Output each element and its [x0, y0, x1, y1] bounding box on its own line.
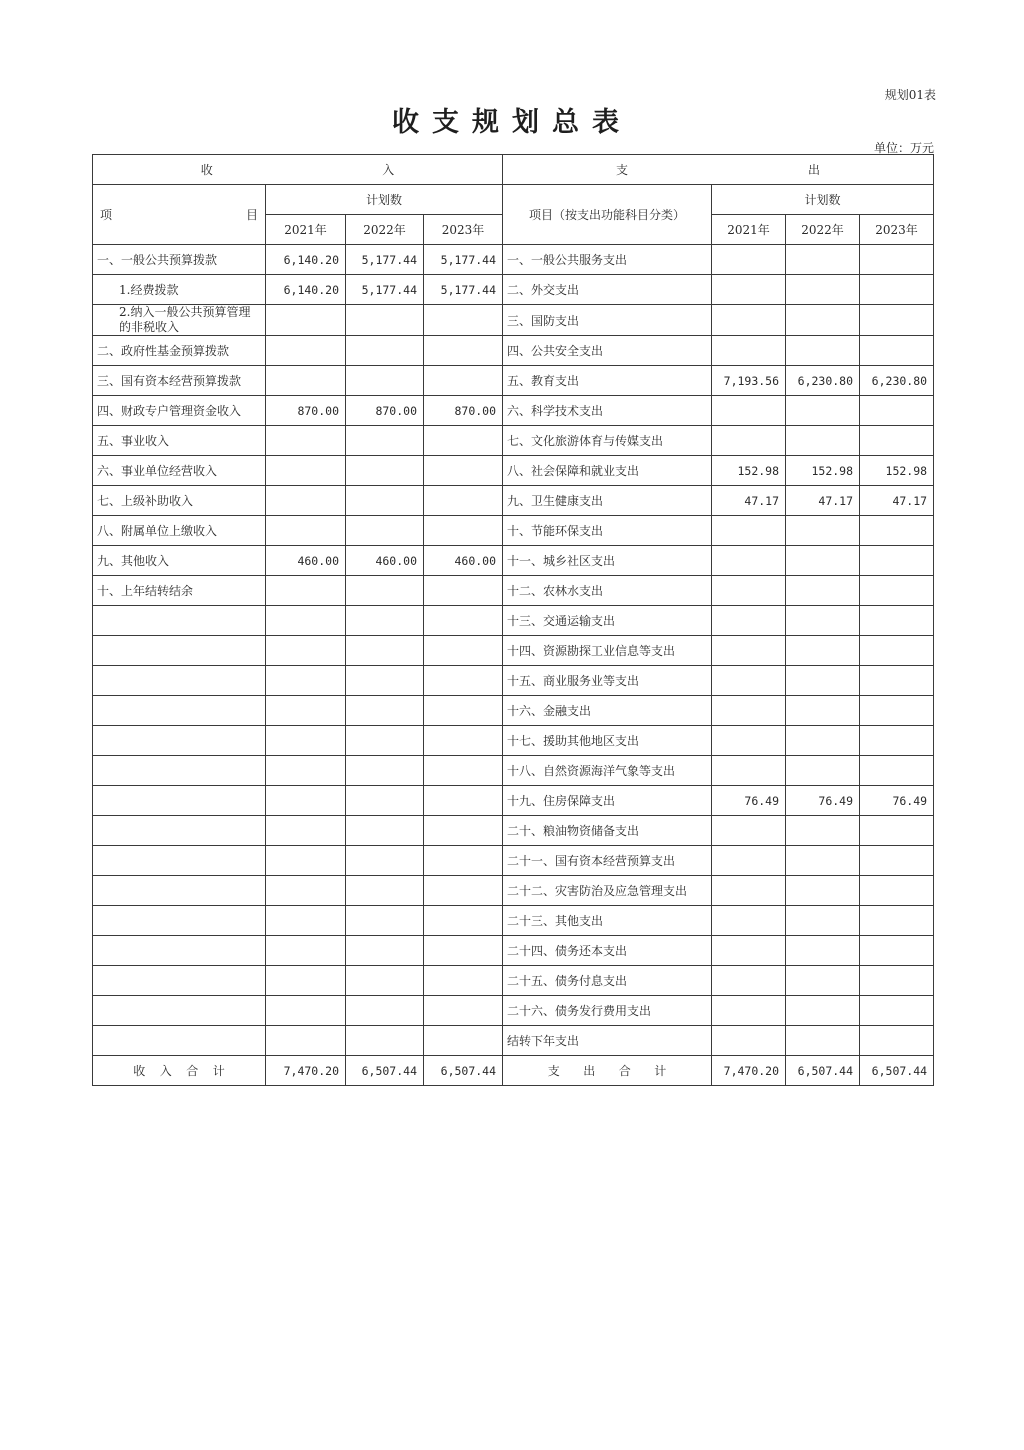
table-row [93, 275, 934, 305]
income-value [266, 576, 346, 606]
expense-year-2022: 2022年 [786, 215, 860, 245]
income-year-2023: 2023年 [424, 215, 503, 245]
expense-value [712, 696, 786, 726]
expense-value [860, 966, 934, 996]
income-value [266, 1026, 346, 1056]
table-row [93, 636, 934, 666]
table-row [93, 336, 934, 366]
expense-value [786, 816, 860, 846]
income-total-value: 6,507.44 [346, 1056, 424, 1086]
expense-value [860, 846, 934, 876]
expense-value [860, 726, 934, 756]
income-value [424, 816, 503, 846]
expense-value [712, 576, 786, 606]
expense-value [712, 726, 786, 756]
expense-item-label: 十、节能环保支出 [503, 516, 712, 546]
expense-value [860, 906, 934, 936]
expense-item-label: 十九、住房保障支出 [503, 786, 712, 816]
expense-value [712, 336, 786, 366]
income-value [346, 906, 424, 936]
expense-item-header: 项目（按支出功能科目分类） [503, 185, 712, 245]
expense-value [860, 245, 934, 275]
income-value [346, 996, 424, 1026]
expense-item-label: 三、国防支出 [503, 305, 712, 336]
expense-item-label: 二十二、灾害防治及应急管理支出 [503, 876, 712, 906]
budget-summary-table [92, 154, 934, 1086]
expense-value [786, 876, 860, 906]
expense-value: 6,230.80 [786, 366, 860, 396]
expense-value [712, 756, 786, 786]
table-row [93, 456, 934, 486]
income-value [266, 336, 346, 366]
expense-value [712, 1026, 786, 1056]
income-item-label: 九、其他收入 [93, 546, 266, 576]
expense-value [860, 756, 934, 786]
expense-value [712, 606, 786, 636]
income-value: 460.00 [266, 546, 346, 576]
expense-value [786, 636, 860, 666]
income-value: 6,140.20 [266, 245, 346, 275]
expense-value: 47.17 [786, 486, 860, 516]
table-row [93, 726, 934, 756]
table-row [93, 996, 934, 1026]
income-value [346, 936, 424, 966]
expense-value [712, 636, 786, 666]
expense-value [860, 396, 934, 426]
expense-year-2021: 2021年 [712, 215, 786, 245]
expense-value [860, 426, 934, 456]
income-total-value: 7,470.20 [266, 1056, 346, 1086]
income-value [424, 366, 503, 396]
income-item-label: 2.纳入一般公共预算管理的非税收入 [93, 305, 266, 336]
expense-value [712, 666, 786, 696]
income-value [346, 876, 424, 906]
income-value [266, 305, 346, 336]
expense-value [786, 906, 860, 936]
income-value [424, 606, 503, 636]
expense-value: 152.98 [712, 456, 786, 486]
page-title: 收支规划总表 [392, 107, 632, 138]
expense-value [712, 305, 786, 336]
income-item-label [93, 606, 266, 636]
expense-value [860, 876, 934, 906]
income-item-label [93, 816, 266, 846]
expense-value [860, 606, 934, 636]
expense-value [860, 996, 934, 1026]
table-row [93, 666, 934, 696]
income-item-label [93, 666, 266, 696]
income-value [266, 756, 346, 786]
income-item-label: 一、一般公共预算拨款 [93, 245, 266, 275]
income-value [424, 336, 503, 366]
income-value [346, 1026, 424, 1056]
expense-value [786, 756, 860, 786]
income-value [346, 726, 424, 756]
expense-item-label: 六、科学技术支出 [503, 396, 712, 426]
income-item-label: 五、事业收入 [93, 426, 266, 456]
income-value [346, 456, 424, 486]
income-value [424, 696, 503, 726]
expense-value [786, 275, 860, 305]
income-value [424, 996, 503, 1026]
expense-item-label: 二十四、债务还本支出 [503, 936, 712, 966]
income-value [346, 336, 424, 366]
totals-row [93, 1056, 934, 1086]
expense-value [712, 936, 786, 966]
income-value [424, 1026, 503, 1056]
income-value: 5,177.44 [424, 245, 503, 275]
income-item-label: 六、事业单位经营收入 [93, 456, 266, 486]
expense-value [860, 516, 934, 546]
expense-value [786, 666, 860, 696]
income-item-label [93, 966, 266, 996]
income-value [424, 305, 503, 336]
expense-value [712, 906, 786, 936]
income-value [266, 696, 346, 726]
expense-item-label: 十八、自然资源海洋气象等支出 [503, 756, 712, 786]
income-item-label: 八、附属单位上缴收入 [93, 516, 266, 546]
income-item-label: 二、政府性基金预算拨款 [93, 336, 266, 366]
income-value [424, 966, 503, 996]
form-number: 规划01表 [884, 88, 936, 102]
income-value [424, 906, 503, 936]
income-value: 460.00 [346, 546, 424, 576]
expense-value [712, 846, 786, 876]
expense-item-label: 十三、交通运输支出 [503, 606, 712, 636]
income-value [346, 846, 424, 876]
income-value [266, 786, 346, 816]
expense-item-label: 结转下年支出 [503, 1026, 712, 1056]
table-row [93, 576, 934, 606]
income-value [346, 305, 424, 336]
expense-item-label: 十六、金融支出 [503, 696, 712, 726]
income-value [346, 786, 424, 816]
income-item-label: 十、上年结转结余 [93, 576, 266, 606]
expense-value: 152.98 [860, 456, 934, 486]
expense-value [860, 576, 934, 606]
expense-value [786, 606, 860, 636]
expense-item-label: 四、公共安全支出 [503, 336, 712, 366]
expense-value: 6,230.80 [860, 366, 934, 396]
income-value [346, 636, 424, 666]
expense-value [860, 305, 934, 336]
expense-value [712, 816, 786, 846]
income-year-2021: 2021年 [266, 215, 346, 245]
income-value [346, 576, 424, 606]
expense-value [786, 996, 860, 1026]
expense-year-2023: 2023年 [860, 215, 934, 245]
income-value [346, 486, 424, 516]
income-value: 6,140.20 [266, 275, 346, 305]
expense-value [712, 516, 786, 546]
expense-value [786, 336, 860, 366]
table-row [93, 1026, 934, 1056]
income-value: 5,177.44 [424, 275, 503, 305]
income-value [346, 816, 424, 846]
expense-value [860, 546, 934, 576]
table-row [93, 906, 934, 936]
income-value [424, 456, 503, 486]
expense-value [786, 726, 860, 756]
income-value [266, 906, 346, 936]
expense-value [712, 546, 786, 576]
expense-value [860, 936, 934, 966]
table-row [93, 696, 934, 726]
income-value [266, 726, 346, 756]
expense-item-label: 二十六、债务发行费用支出 [503, 996, 712, 1026]
expense-item-label: 二、外交支出 [503, 275, 712, 305]
expense-plan-header: 计划数 [712, 185, 934, 215]
income-value [424, 576, 503, 606]
expense-item-label: 七、文化旅游体育与传媒支出 [503, 426, 712, 456]
expense-value [786, 546, 860, 576]
expense-value [786, 576, 860, 606]
income-value [266, 936, 346, 966]
income-header: 收 入 [93, 155, 503, 185]
expense-value [860, 336, 934, 366]
table-row [93, 305, 934, 336]
expense-item-label: 一、一般公共服务支出 [503, 245, 712, 275]
expense-item-label: 二十五、债务付息支出 [503, 966, 712, 996]
expense-value: 47.17 [860, 486, 934, 516]
income-value [346, 606, 424, 636]
income-item-label [93, 1026, 266, 1056]
income-value [424, 636, 503, 666]
income-item-label: 四、财政专户管理资金收入 [93, 396, 266, 426]
income-value [266, 876, 346, 906]
income-value [424, 666, 503, 696]
expense-item-label: 十七、援助其他地区支出 [503, 726, 712, 756]
expense-item-label: 九、卫生健康支出 [503, 486, 712, 516]
income-value [266, 816, 346, 846]
table-row [93, 516, 934, 546]
table-row [93, 546, 934, 576]
expense-value [786, 426, 860, 456]
income-value [424, 516, 503, 546]
income-value: 460.00 [424, 546, 503, 576]
income-value: 870.00 [346, 396, 424, 426]
table-row [93, 606, 934, 636]
table-row [93, 486, 934, 516]
expense-value [786, 966, 860, 996]
income-value [346, 666, 424, 696]
income-value [266, 846, 346, 876]
expense-item-label: 五、教育支出 [503, 366, 712, 396]
income-value [346, 516, 424, 546]
income-value [266, 636, 346, 666]
income-item-label [93, 846, 266, 876]
table-row [93, 876, 934, 906]
income-year-2022: 2022年 [346, 215, 424, 245]
expense-value [860, 666, 934, 696]
income-value [266, 666, 346, 696]
expense-value: 76.49 [786, 786, 860, 816]
expense-value [786, 1026, 860, 1056]
expense-value [712, 396, 786, 426]
expense-value [712, 245, 786, 275]
income-value [346, 966, 424, 996]
expense-value: 76.49 [860, 786, 934, 816]
income-item-label [93, 636, 266, 666]
income-value [424, 486, 503, 516]
income-item-label [93, 876, 266, 906]
expense-item-label: 二十、粮油物资储备支出 [503, 816, 712, 846]
expense-value [712, 426, 786, 456]
expense-item-label: 二十一、国有资本经营预算支出 [503, 846, 712, 876]
expense-value [786, 305, 860, 336]
income-value: 870.00 [266, 396, 346, 426]
expense-item-label: 十五、商业服务业等支出 [503, 666, 712, 696]
income-value: 5,177.44 [346, 275, 424, 305]
income-item-label [93, 696, 266, 726]
table-row [93, 426, 934, 456]
income-item-label: 七、上级补助收入 [93, 486, 266, 516]
expense-value [712, 966, 786, 996]
table-row [93, 786, 934, 816]
expense-header: 支 出 [503, 155, 934, 185]
income-value [424, 726, 503, 756]
income-value [266, 366, 346, 396]
expense-value [786, 846, 860, 876]
income-item-label: 三、国有资本经营预算拨款 [93, 366, 266, 396]
income-value [266, 606, 346, 636]
expense-item-label: 十一、城乡社区支出 [503, 546, 712, 576]
expense-value [786, 516, 860, 546]
expense-value [860, 636, 934, 666]
income-value [266, 426, 346, 456]
income-item-label [93, 936, 266, 966]
table-row [93, 396, 934, 426]
income-value [266, 966, 346, 996]
expense-value: 7,193.56 [712, 366, 786, 396]
income-value [424, 426, 503, 456]
income-item-label [93, 756, 266, 786]
expense-total-value: 6,507.44 [860, 1056, 934, 1086]
income-item-header: 项 目 [93, 185, 266, 245]
income-total-value: 6,507.44 [424, 1056, 503, 1086]
expense-value: 152.98 [786, 456, 860, 486]
expense-value [860, 816, 934, 846]
table-row [93, 936, 934, 966]
income-value [346, 756, 424, 786]
expense-item-label: 八、社会保障和就业支出 [503, 456, 712, 486]
expense-value [712, 996, 786, 1026]
expense-value: 76.49 [712, 786, 786, 816]
income-value [266, 486, 346, 516]
expense-item-label: 二十三、其他支出 [503, 906, 712, 936]
income-value [266, 996, 346, 1026]
income-value [424, 936, 503, 966]
income-value: 5,177.44 [346, 245, 424, 275]
income-total-label: 收 入 合 计 [93, 1056, 266, 1086]
income-value [424, 756, 503, 786]
unit-label: 单位：万元 [873, 141, 934, 155]
expense-value [860, 696, 934, 726]
expense-value [786, 696, 860, 726]
expense-total-value: 6,507.44 [786, 1056, 860, 1086]
expense-value [712, 876, 786, 906]
table-row [93, 756, 934, 786]
income-item-label [93, 786, 266, 816]
income-value [424, 786, 503, 816]
income-value [346, 696, 424, 726]
table-row [93, 846, 934, 876]
income-item-label: 1.经费拨款 [93, 275, 266, 305]
expense-value [860, 275, 934, 305]
expense-total-label: 支 出 合 计 [503, 1056, 712, 1086]
expense-value [712, 275, 786, 305]
income-value [266, 516, 346, 546]
income-value: 870.00 [424, 396, 503, 426]
expense-value [860, 1026, 934, 1056]
income-value [424, 876, 503, 906]
expense-value [786, 396, 860, 426]
income-item-label [93, 906, 266, 936]
expense-item-label: 十四、资源勘探工业信息等支出 [503, 636, 712, 666]
expense-value: 47.17 [712, 486, 786, 516]
expense-value [786, 245, 860, 275]
table-row [93, 366, 934, 396]
table-row [93, 245, 934, 275]
income-value [346, 366, 424, 396]
income-plan-header: 计划数 [266, 185, 503, 215]
table-row [93, 816, 934, 846]
expense-total-value: 7,470.20 [712, 1056, 786, 1086]
income-item-label [93, 996, 266, 1026]
expense-value [786, 936, 860, 966]
income-value [424, 846, 503, 876]
income-item-label [93, 726, 266, 756]
table-row [93, 966, 934, 996]
income-value [266, 456, 346, 486]
income-value [346, 426, 424, 456]
expense-item-label: 十二、农林水支出 [503, 576, 712, 606]
